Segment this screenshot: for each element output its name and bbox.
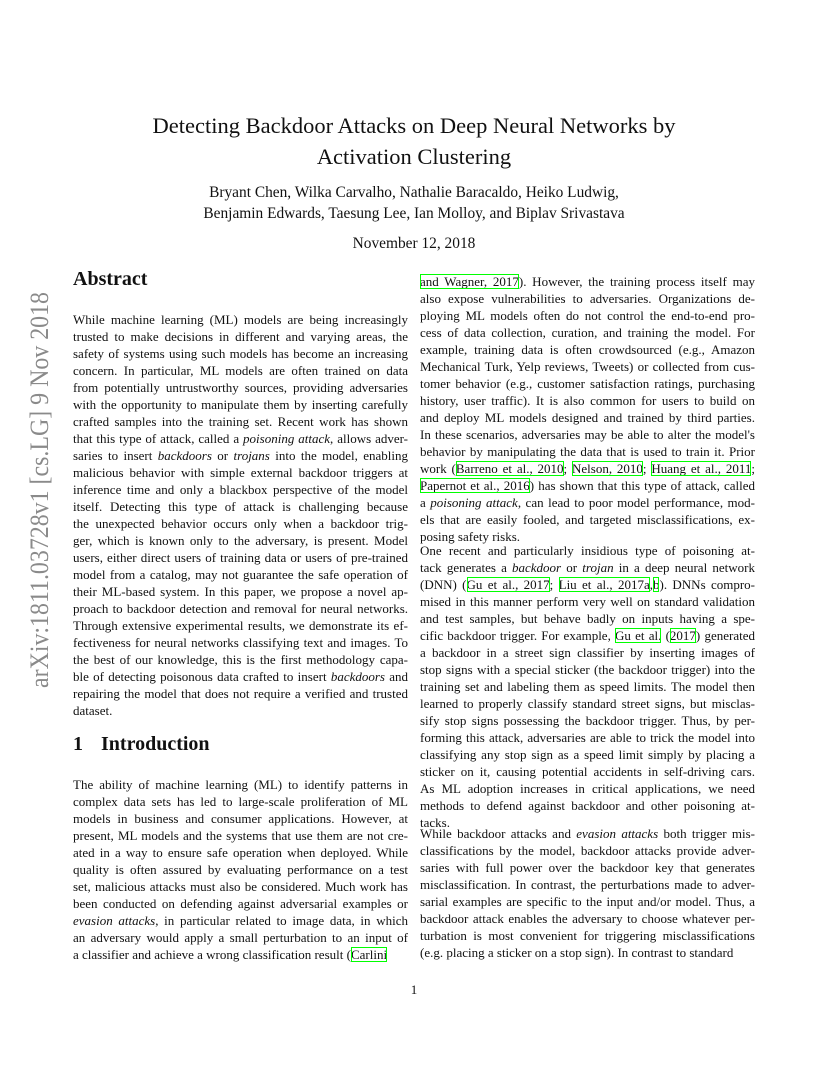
text-line: misclassification. In contrast, the perturbations made to adver- bbox=[420, 877, 755, 892]
text-line: and test samples, but behave badly on inputs having a spe- bbox=[420, 611, 755, 626]
text-line: tack generates a backdoor or trojan in a deep neural network bbox=[420, 560, 755, 575]
text-line: proach to backdoor detection and removal for neural networks. bbox=[73, 601, 408, 616]
text-line: (e.g. placing a sticker on a stop sign). In contrast to standard bbox=[420, 945, 734, 960]
text-line: dataset. bbox=[73, 703, 113, 718]
author-line: Bryant Chen, Wilka Carvalho, Nathalie Baracaldo, Heiko Ludwig, bbox=[209, 184, 619, 201]
text-line: saries to insert backdoors or trojans into the model, enabling bbox=[73, 448, 408, 463]
text-line: cific backdoor trigger. For example, Gu et al. (2017) generated bbox=[420, 628, 755, 643]
text-line: with the opportunity to manipulate them by inserting carefully bbox=[73, 397, 408, 412]
text-line: tomer behavior (e.g., customer satisfaction ratings, purchasing bbox=[420, 376, 755, 391]
text-line: sticker on it, causing potential accidents in self-driving cars. bbox=[420, 764, 755, 779]
text-line: the unexpected behavior occurs only when a backdoor trig- bbox=[73, 516, 408, 531]
text-line: methods to defend against backdoor and other poisoning at- bbox=[420, 798, 755, 813]
introduction-paragraph-1 bbox=[73, 776, 408, 963]
text-line: malicious behavior with simple external backdoor triggers at bbox=[73, 465, 408, 480]
text-line: the best of our knowledge, this is the first methodology capa- bbox=[73, 652, 408, 667]
title-line: Activation Clustering bbox=[316, 144, 512, 169]
text-line: Through extensive experimental results, we demonstrate its ef- bbox=[73, 618, 408, 633]
text-line: ated in a way to ensure safe operation when deployed. While bbox=[73, 845, 408, 860]
text-line: set, malicious attacks must also be considered. Much work has bbox=[73, 879, 408, 894]
text-line: As ML adoption increases in critical applications, we need bbox=[420, 781, 755, 796]
paper-title bbox=[100, 110, 728, 172]
publication-date: November 12, 2018 bbox=[352, 235, 476, 252]
text-line: training set and labeling them as speed limits. The model then bbox=[420, 679, 755, 694]
text-line: mised in this manner perform very well on standard validation bbox=[420, 594, 755, 609]
text-line: behavior by manipulating the data that is used to train it. Prior bbox=[420, 444, 755, 459]
text-line: learned to properly classify standard street signs, but misclas- bbox=[420, 696, 755, 711]
text-line: Mechanical Turk, Yelp reviews, Tweets) or collected from cus- bbox=[420, 359, 755, 374]
text-line: backdoor attack enables the adversary to choose whatever per- bbox=[420, 911, 755, 926]
text-line: classifying any stop sign as a speed limit simply by placing a bbox=[420, 747, 755, 762]
text-line: sify stop signs possessing the backdoor trigger. Thus, by per- bbox=[420, 713, 755, 728]
text-line: quality is often assured by evaluating performance on a test bbox=[73, 862, 408, 877]
text-line: els that are easily fooled, and targeted misclassifications, ex- bbox=[420, 512, 755, 527]
text-line: fectiveness for neural networks classifying text and images. To bbox=[73, 635, 408, 650]
text-line: users, either direct users of training data or users of pre-trained bbox=[73, 550, 408, 565]
abstract-body bbox=[73, 311, 408, 719]
text-line: present, ML models and the systems that use them are not cre- bbox=[73, 828, 408, 843]
text-line: While machine learning (ML) models are being increasingly bbox=[73, 312, 408, 327]
text-line: a classifier and achieve a wrong classification result (Carlini bbox=[73, 947, 388, 962]
text-line: inference time and only a blackbox perspective of the model bbox=[73, 482, 408, 497]
author-list bbox=[100, 182, 728, 224]
text-line: itself. Detecting this type of attack is challenging because bbox=[73, 499, 408, 514]
text-line: repairing the model that does not require a verified and trusted bbox=[73, 686, 408, 701]
text-line: stop signs with a special sticker (the backdoor trigger) into the bbox=[420, 662, 755, 677]
text-line: forming this attack, adversaries are able to trick the model into bbox=[420, 730, 755, 745]
text-line: In these scenarios, adversaries may be able to alter the model's bbox=[420, 427, 755, 442]
text-line: and deploy ML models designed and trained by third parties. bbox=[420, 410, 755, 425]
arxiv-identifier bbox=[18, 290, 56, 690]
text-line: concern. In particular, ML models are often trained on data bbox=[73, 363, 408, 378]
text-line: from potentially untrustworthy sources, providing adversaries bbox=[73, 380, 408, 395]
text-line: tacks. bbox=[420, 815, 450, 830]
text-line: example, training data is often crowdsourced (e.g., Amazon bbox=[420, 342, 755, 357]
text-line: complex data sets has led to large-scale proliferation of ML bbox=[73, 794, 408, 809]
text-line: a backdoor in a street sign classifier by inserting images of bbox=[420, 645, 755, 660]
text-line: The ability of machine learning (ML) to identify patterns in bbox=[73, 777, 408, 792]
text-line: model from a catalog, may not guarantee the safe operation of bbox=[73, 567, 408, 582]
text-line: cess of data collection, curation, and training the model. For bbox=[420, 325, 755, 340]
abstract-heading: Abstract bbox=[73, 268, 148, 290]
text-line: saries with full power over the backdoor key that generates bbox=[420, 860, 755, 875]
text-line: been conducted on defending against adversarial examples or bbox=[73, 896, 408, 911]
text-line: their ML-based system. In this paper, we propose a novel ap- bbox=[73, 584, 408, 599]
text-line: also expose vulnerabilities to adversaries. Organizations de- bbox=[420, 291, 755, 306]
text-line: (DNN) (Gu et al., 2017; Liu et al., 2017a,b). DNNs compro- bbox=[420, 577, 756, 592]
text-line: One recent and particularly insidious type of poisoning at- bbox=[420, 543, 755, 558]
section-heading-introduction bbox=[73, 731, 210, 757]
introduction-paragraph-2 bbox=[420, 542, 755, 831]
text-line: models in business and consumer applications. However, at bbox=[73, 811, 408, 826]
text-line: evasion attacks, in particular related to image data, in which bbox=[73, 913, 408, 928]
text-line: classifications by the model, backdoor attacks provide adver- bbox=[420, 843, 755, 858]
text-line: While backdoor attacks and evasion attacks both trigger mis- bbox=[420, 826, 755, 841]
text-line: crafted samples into the training set. Recent work has shown bbox=[73, 414, 408, 429]
text-line: ploying ML models often do not control the end-to-end pro- bbox=[420, 308, 755, 323]
text-line: an adversary would apply a small perturbation to an input of bbox=[73, 930, 408, 945]
title-line: Detecting Backdoor Attacks on Deep Neural Networks by bbox=[152, 113, 676, 138]
text-line: posing safety risks. bbox=[420, 529, 521, 544]
introduction-paragraph-1-continued bbox=[420, 273, 755, 545]
text-line: a poisoning attack, can lead to poor model performance, mod- bbox=[420, 495, 755, 510]
text-line: Papernot et al., 2016) has shown that this type of attack, called bbox=[420, 478, 755, 493]
text-line: ger, which is known only to the adversary, is present. Model bbox=[73, 533, 408, 548]
introduction-paragraph-3 bbox=[420, 825, 755, 961]
text-line: sarial examples are specific to the input and/or model. Thus, a bbox=[420, 894, 755, 909]
text-line: ble of detecting poisonous data crafted to insert backdoors and bbox=[73, 669, 409, 684]
section-number: 1 bbox=[73, 733, 83, 755]
section-title: Introduction bbox=[101, 733, 210, 755]
author-line: Benjamin Edwards, Taesung Lee, Ian Molloy, and Biplav Srivastava bbox=[203, 205, 625, 222]
page-number: 1 bbox=[410, 982, 418, 997]
text-line: safety of systems using such models has become an increasing bbox=[73, 346, 408, 361]
text-line: that this type of attack, called a poisoning attack, allows adver- bbox=[73, 431, 409, 446]
text-line: turbation is most convenient for triggering misclassifications bbox=[420, 928, 755, 943]
text-line: work (Barreno et al., 2010; Nelson, 2010; Huang et al., 2011; bbox=[420, 461, 755, 476]
arxiv-identifier-text: arXiv:1811.03728v1 [cs.LG] 9 Nov 2018 bbox=[24, 290, 54, 688]
text-line: trusted to make decisions in different and varying areas, the bbox=[73, 329, 408, 344]
text-line: history, user traffic). It is also common for users to build on bbox=[420, 393, 755, 408]
text-line: and Wagner, 2017). However, the training process itself may bbox=[420, 274, 755, 289]
